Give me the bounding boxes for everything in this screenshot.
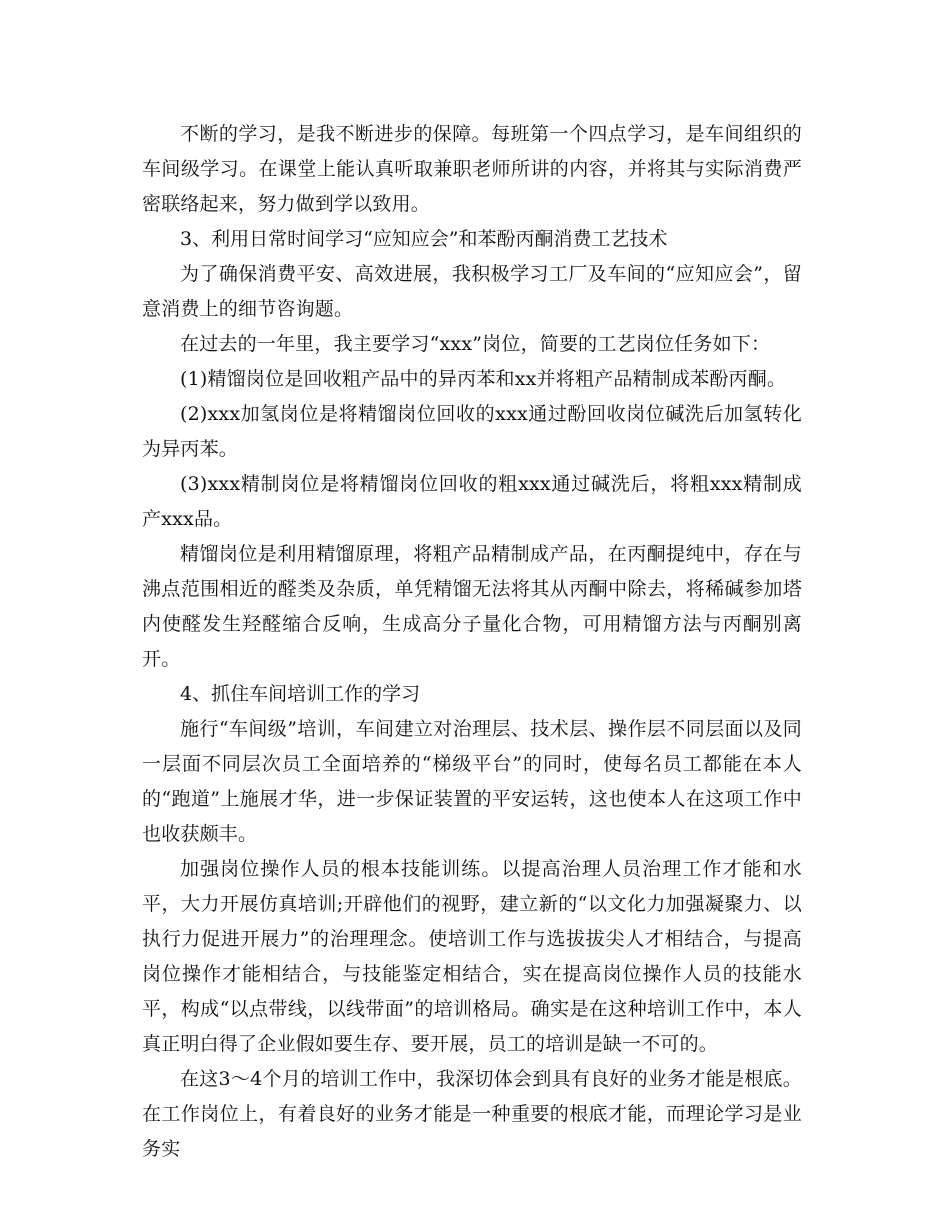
paragraph-skill-training: 加强岗位操作人员的根本技能训练。以提高治理人员治理工作才能和水平，大力开展仿真培训;开辟他们的视野，建立新的“以文化力加强凝聚力、以执行力促进开展力”的治理理念。使培训工作与选拔拔尖人才相结合，与提高岗位操作才能相结合，与技能鉴定相结合，实在提高岗位操作人员的技能水平，构成“以点带线，以线带面”的培训格局。确实是在这种培训工作中，本人真正明白得了企业假如要生存、要开展，员工的培训是缺一不可的。 (142, 858, 802, 1055)
paragraph-workshop-training: 施行“车间级”培训，车间建立对治理层、技术层、操作层不同层面以及同一层面不同层次员工全面培养的“梯级平台”的同时，使每名员工都能在本人的“跑道”上施展才华，进一步保证装置的平安运转，这也使本人在这项工作中也收获颇丰。 (142, 718, 802, 845)
paragraph-safety-learning: 为了确保消费平安、高效进展，我积极学习工厂及车间的“应知应会”，留意消费上的细节咨询题。 (142, 263, 802, 320)
paragraph-training-reflection: 在这3～4个月的培训工作中，我深切体会到具有良好的业务才能是根底。在工作岗位上，有着良好的业务才能是一种重要的根底才能，而理论学习是业务实 (142, 1068, 802, 1160)
section-heading-4: 4、抓住车间培训工作的学习 (180, 683, 421, 705)
paragraph-distillation: 精馏岗位是利用精馏原理，将粗产品精制成产品，在丙酮提纯中，存在与沸点范围相近的醛类及杂质，单凭精馏无法将其从丙酮中除去，将稀碱参加塔内使醛发生羟醛缩合反响，生成高分子量化合物，可用精馏方法与丙酮别离开。 (142, 543, 802, 670)
list-item-1: (1)精馏岗位是回收粗产品中的异丙苯和xx并将粗产品精制成苯酚丙酮。 (180, 368, 787, 390)
paragraph-continuous-learning: 不断的学习，是我不断进步的保障。每班第一个四点学习，是车间组织的车间级学习。在课堂上能认真听取兼职老师所讲的内容，并将其与实际消费严密联络起来，努力做到学以致用。 (142, 123, 802, 215)
list-item-2: (2)xxx加氢岗位是将精馏岗位回收的xxx通过酚回收岗位碱洗后加氢转化为异丙苯。 (142, 403, 802, 460)
list-item-3: (3)xxx精制岗位是将精馏岗位回收的粗xxx通过碱洗后，将粗xxx精制成产xxx品。 (142, 473, 802, 530)
document-body (142, 117, 802, 1167)
section-heading-3: 3、利用日常时间学习“应知应会”和苯酚丙酮消费工艺技术 (180, 228, 668, 250)
paragraph-past-year: 在过去的一年里，我主要学习“xxx”岗位，简要的工艺岗位任务如下： (180, 333, 771, 355)
